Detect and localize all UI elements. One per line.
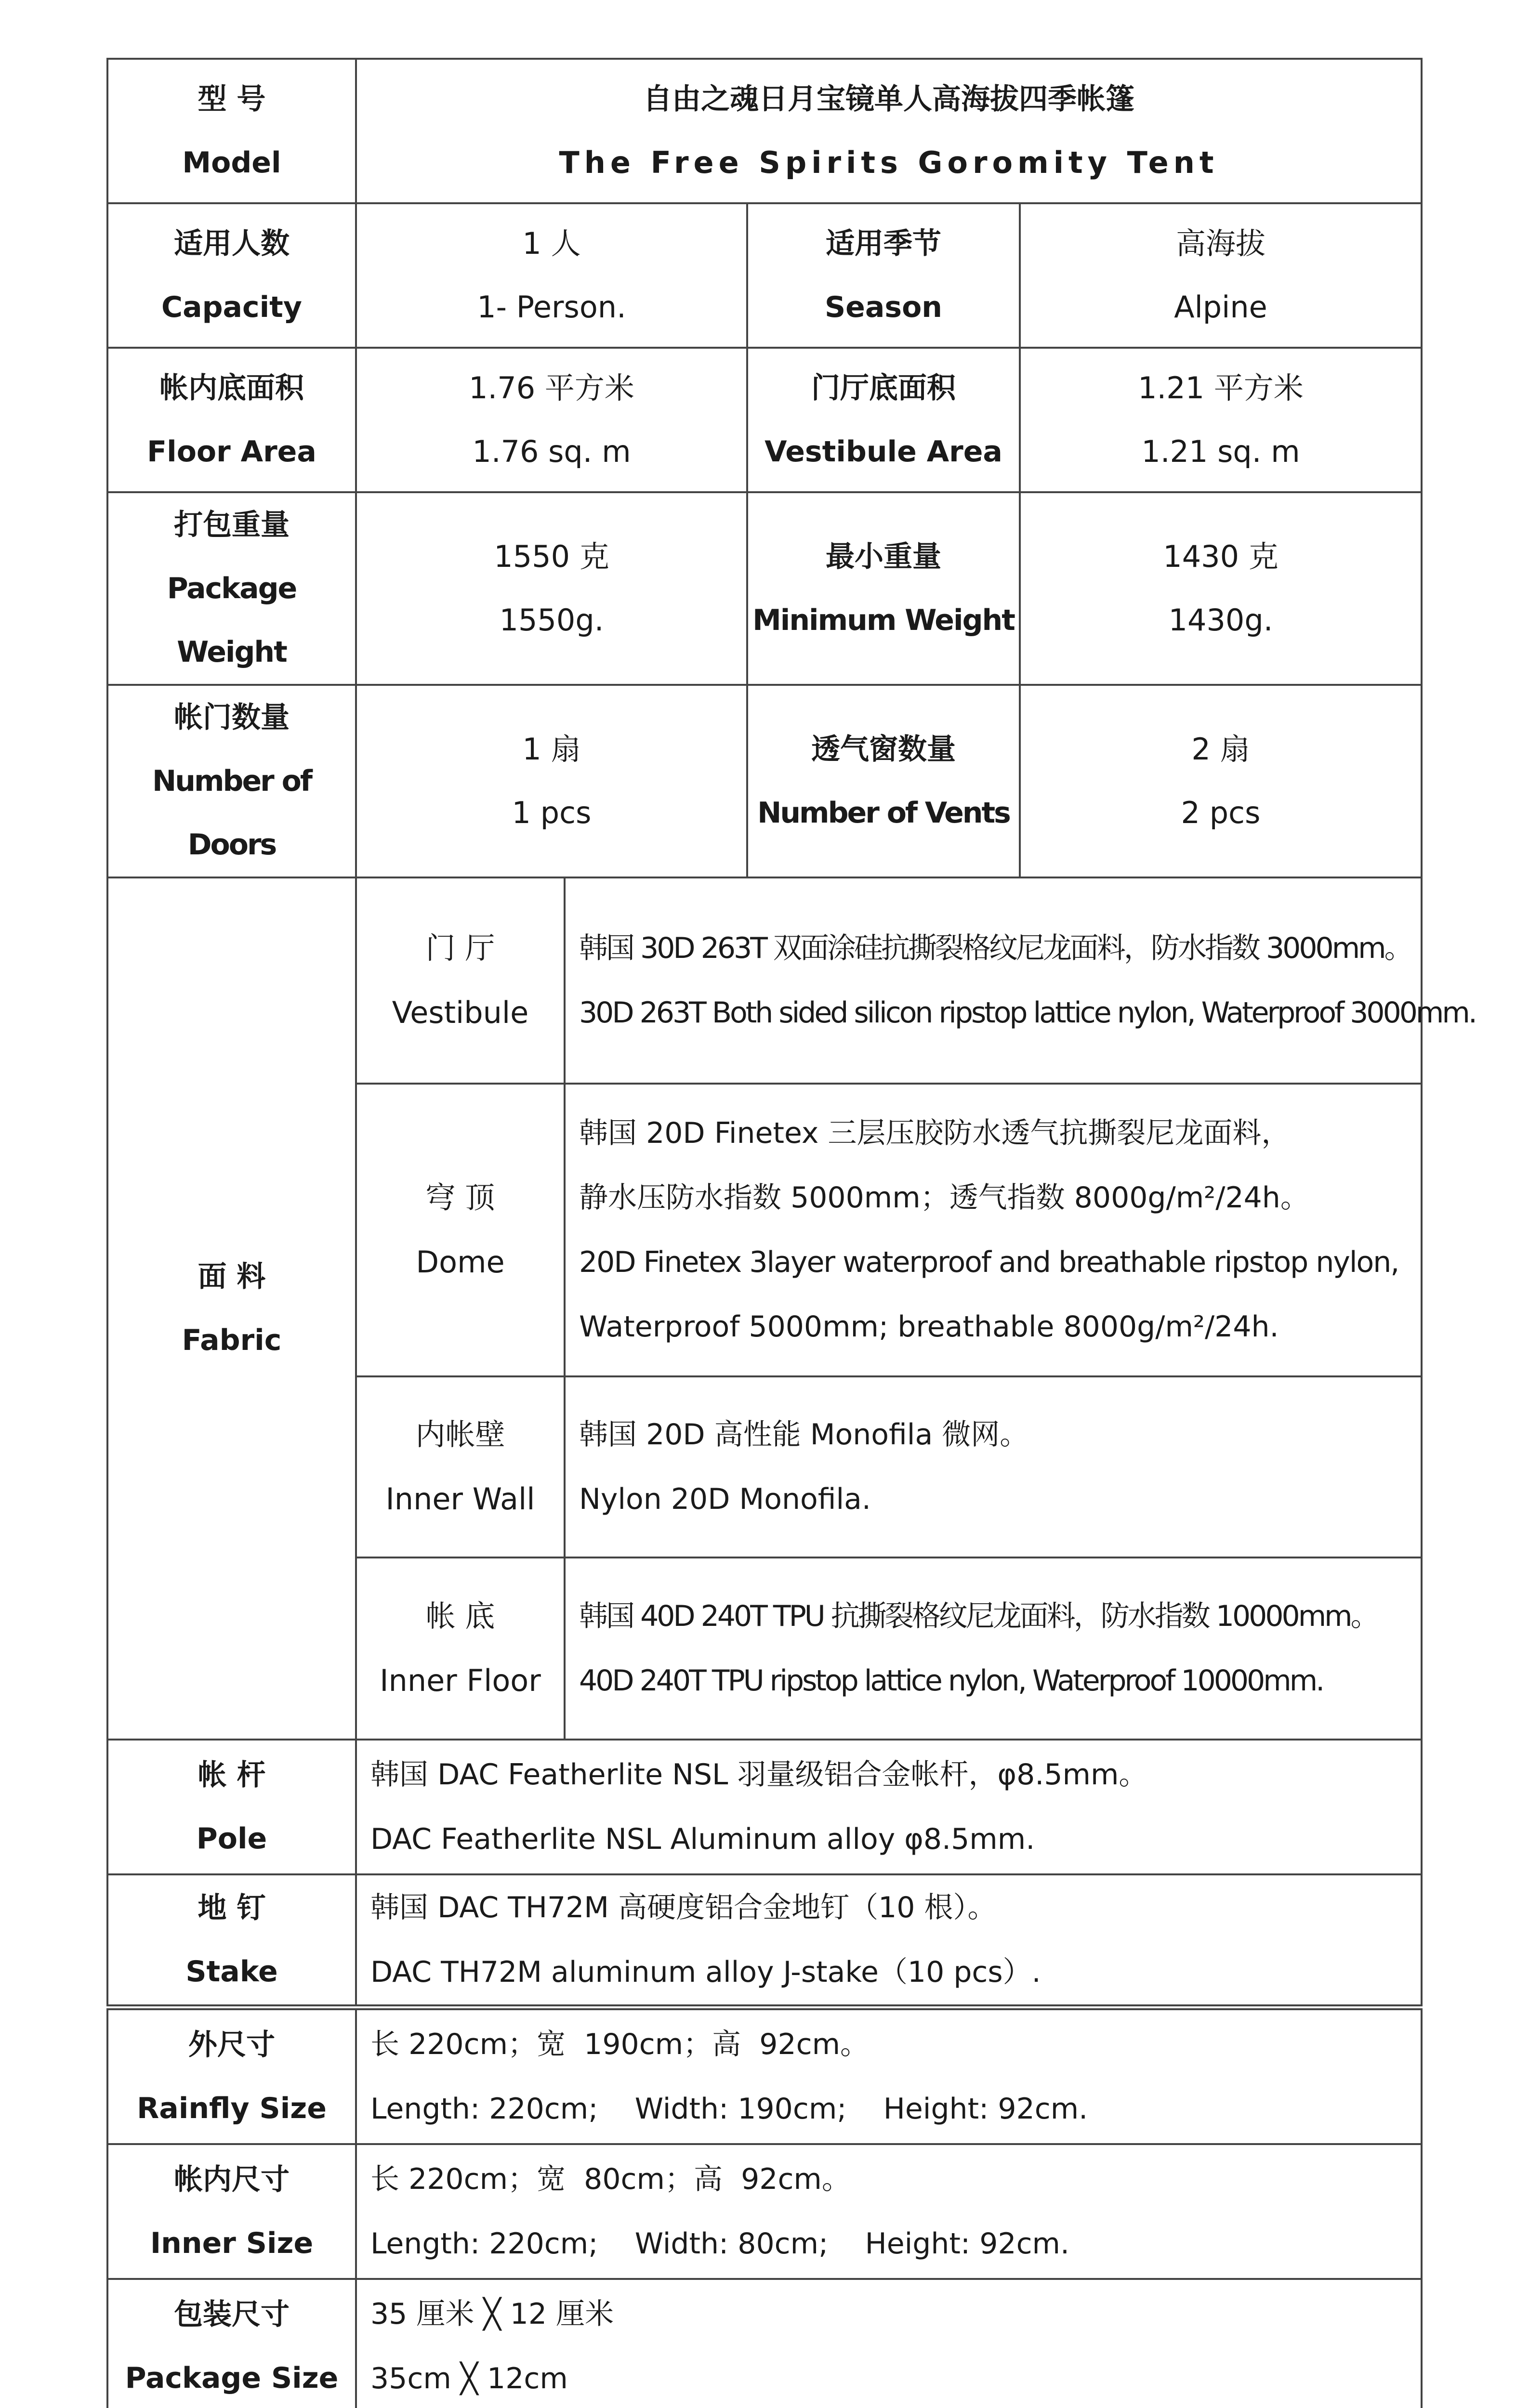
inner-wall-desc-line: 韩国 20D 高性能 Monofila 微网。	[579, 1418, 1029, 1452]
pole-label-cell	[107, 1740, 356, 1874]
dome-sub-en: Dome	[416, 1244, 505, 1280]
model-label-en: Model	[182, 146, 281, 180]
stake-desc-line: DAC TH72M aluminum alloy J-stake（10 pcs）.	[370, 1955, 1041, 1989]
season-label-cn: 适用季节	[826, 227, 941, 261]
capacity-value-en: 1- Person.	[477, 289, 626, 325]
vestibule-sub-cn: 门 厅	[425, 930, 495, 966]
pair-label-cell	[107, 685, 356, 877]
pair-label-cell	[107, 203, 356, 348]
inner-size-desc-cell	[356, 2144, 1422, 2279]
product-name-en: The Free Spirits Goromity Tent	[559, 145, 1219, 180]
pair-value-cell	[1020, 492, 1422, 685]
inner-floor-desc-line: 40D 240T TPU ripstop lattice nylon, Waterproof 10000mm.	[579, 1664, 1323, 1698]
fabric-label-cn: 面 料	[198, 1260, 266, 1294]
inner-size-line: 长 220cm；宽 80cm；高 92cm。	[370, 2162, 851, 2196]
inner-floor-sub-en: Inner Floor	[380, 1663, 541, 1698]
floor-area-label-cn: 帐内底面积	[159, 371, 304, 405]
floor-area-value-cn: 1.76 平方米	[469, 370, 634, 406]
dome-sub-cn: 穹 顶	[425, 1180, 495, 1215]
stake-label-cn: 地 钉	[198, 1891, 266, 1925]
vestibule-area-value-en: 1.21 sq. m	[1141, 434, 1300, 469]
rainfly-size-label-cell	[107, 2007, 356, 2144]
inner-wall-desc-line: Nylon 20D Monofila.	[579, 1482, 871, 1516]
package-size-label-en: Package Size	[125, 2361, 339, 2395]
pole-label-en: Pole	[196, 1822, 267, 1856]
rainfly-size-row	[107, 2007, 1422, 2144]
pair-label-cell	[747, 348, 1020, 492]
pair-label-cell	[747, 685, 1020, 877]
rainfly-size-label-en: Rainfly Size	[137, 2092, 327, 2125]
model-label-cell	[107, 59, 356, 203]
rainfly-size-line: 长 220cm；宽 190cm；高 92cm。	[370, 2028, 870, 2061]
pole-label-cn: 帐 杆	[198, 1758, 266, 1792]
package-size-line: 35 厘米 ╳ 12 厘米	[370, 2297, 614, 2331]
vents-label-en: Number of Vents	[757, 796, 1010, 830]
doors-label-en: Number of Doors	[152, 764, 311, 862]
model-row	[107, 59, 1422, 203]
area-row	[107, 348, 1422, 492]
inner-size-row	[107, 2144, 1422, 2279]
stake-label-cell	[107, 1874, 356, 2007]
weight-row	[107, 492, 1422, 685]
fabric-sub-cell	[356, 1557, 565, 1740]
minimum-weight-label-en: Minimum Weight	[752, 603, 1015, 637]
inner-floor-desc-line: 韩国 40D 240T TPU 抗撕裂格纹尼龙面料，防水指数 10000mm。	[579, 1599, 1378, 1633]
fabric-desc-cell	[565, 1084, 1422, 1376]
inner-size-label-cell	[107, 2144, 356, 2279]
fabric-desc-cell	[565, 877, 1476, 1084]
rainfly-size-label-cn: 外尺寸	[188, 2028, 275, 2062]
season-value-en: Alpine	[1174, 289, 1267, 325]
vestibule-desc-line: 韩国 30D 263T 双面涂硅抗撕裂格纹尼龙面料，防水指数 3000mm。	[579, 931, 1411, 965]
dome-desc-line: 静水压防水指数 5000mm；透气指数 8000g/m²/24h。	[579, 1181, 1309, 1215]
inner-wall-sub-cn: 内帐壁	[415, 1417, 505, 1452]
pair-value-cell	[1020, 203, 1422, 348]
capacity-value-cn: 1 人	[522, 226, 581, 261]
vestibule-sub-en: Vestibule	[392, 995, 529, 1030]
rainfly-size-desc-cell	[356, 2007, 1422, 2144]
stake-label-en: Stake	[185, 1955, 278, 1989]
model-value-cell	[356, 59, 1422, 203]
package-weight-value-en: 1550g.	[499, 602, 604, 638]
spec-table	[106, 58, 1476, 2408]
inner-wall-sub-en: Inner Wall	[385, 1481, 535, 1517]
pair-value-cell	[1020, 348, 1422, 492]
pair-value-cell	[356, 203, 747, 348]
fabric-desc-cell	[565, 1376, 1422, 1557]
pair-label-cell	[747, 203, 1020, 348]
package-size-desc-cell	[356, 2279, 1422, 2408]
pole-desc-line: DAC Featherlite NSL Aluminum alloy φ8.5mm.	[370, 1822, 1035, 1856]
package-size-row	[107, 2279, 1422, 2408]
capacity-label-en: Capacity	[161, 290, 302, 324]
inner-size-line: Length: 220cm; Width: 80cm; Height: 92cm.	[370, 2227, 1070, 2261]
pair-value-cell	[356, 492, 747, 685]
pair-label-cell	[107, 348, 356, 492]
minimum-weight-value-en: 1430g.	[1168, 602, 1273, 638]
doors-vents-row	[107, 685, 1422, 877]
pair-value-cell	[1020, 685, 1422, 877]
fabric-desc-cell	[565, 1557, 1422, 1740]
pole-desc-line: 韩国 DAC Featherlite NSL 羽量级铝合金帐杆，φ8.5mm。	[370, 1758, 1148, 1792]
doors-value-en: 1 pcs	[512, 795, 592, 830]
floor-area-value-en: 1.76 sq. m	[472, 434, 631, 469]
dome-desc-line: Waterproof 5000mm; breathable 8000g/m²/24h.	[579, 1310, 1279, 1344]
pair-label-cell	[747, 492, 1020, 685]
package-size-line: 35cm ╳ 12cm	[370, 2362, 568, 2395]
rainfly-size-line: Length: 220cm; Width: 190cm; Height: 92cm.	[370, 2092, 1088, 2126]
doors-label-cn: 帐门数量	[174, 701, 290, 734]
pole-desc-cell	[356, 1740, 1422, 1874]
fabric-vestibule-row	[107, 877, 1422, 1084]
pair-label-cell	[107, 492, 356, 685]
floor-area-label-en: Floor Area	[147, 435, 316, 469]
fabric-label-cell	[107, 877, 356, 1740]
capacity-season-row	[107, 203, 1422, 348]
season-value-cn: 高海拔	[1175, 226, 1265, 261]
pole-row	[107, 1740, 1422, 1874]
minimum-weight-value-cn: 1430 克	[1163, 539, 1279, 574]
dome-desc-line: 20D Finetex 3layer waterproof and breathable ripstop nylon,	[579, 1245, 1399, 1279]
season-label-en: Season	[824, 290, 943, 324]
fabric-sub-cell	[356, 1376, 565, 1557]
vestibule-area-label-cn: 门厅底面积	[811, 371, 956, 405]
package-size-label-cn: 包装尺寸	[174, 2298, 290, 2331]
vents-value-cn: 2 扇	[1191, 732, 1250, 767]
inner-size-label-en: Inner Size	[150, 2226, 314, 2260]
package-weight-label-en: Package Weight	[167, 572, 297, 669]
model-label-cn: 型 号	[198, 82, 266, 116]
vents-label-cn: 透气窗数量	[811, 733, 956, 766]
pair-value-cell	[356, 348, 747, 492]
vestibule-area-value-cn: 1.21 平方米	[1138, 370, 1304, 406]
fabric-sub-cell	[356, 1084, 565, 1376]
product-name-cn: 自由之魂日月宝镜单人高海拔四季帐篷	[643, 82, 1134, 116]
package-size-label-cell	[107, 2279, 356, 2408]
pair-value-cell	[356, 685, 747, 877]
fabric-sub-cell	[356, 877, 565, 1084]
inner-size-label-cn: 帐内尺寸	[174, 2163, 290, 2197]
doors-value-cn: 1 扇	[522, 732, 581, 767]
package-weight-label-cn: 打包重量	[174, 508, 290, 542]
capacity-label-cn: 适用人数	[174, 227, 290, 261]
inner-floor-sub-cn: 帐 底	[425, 1598, 495, 1634]
stake-desc-cell	[356, 1874, 1422, 2007]
stake-desc-line: 韩国 DAC TH72M 高硬度铝合金地钉（10 根）。	[370, 1891, 997, 1924]
minimum-weight-label-cn: 最小重量	[826, 540, 941, 574]
dome-desc-line: 韩国 20D Finetex 三层压胶防水透气抗撕裂尼龙面料，	[579, 1116, 1291, 1150]
fabric-label-en: Fabric	[182, 1323, 282, 1357]
vents-value-en: 2 pcs	[1181, 795, 1261, 830]
package-weight-value-cn: 1550 克	[494, 539, 609, 574]
vestibule-area-label-en: Vestibule Area	[764, 435, 1002, 469]
vestibule-desc-line: 30D 263T Both sided silicon ripstop lattice nylon, Waterproof 3000mm.	[579, 996, 1476, 1030]
stake-row	[107, 1874, 1422, 2007]
